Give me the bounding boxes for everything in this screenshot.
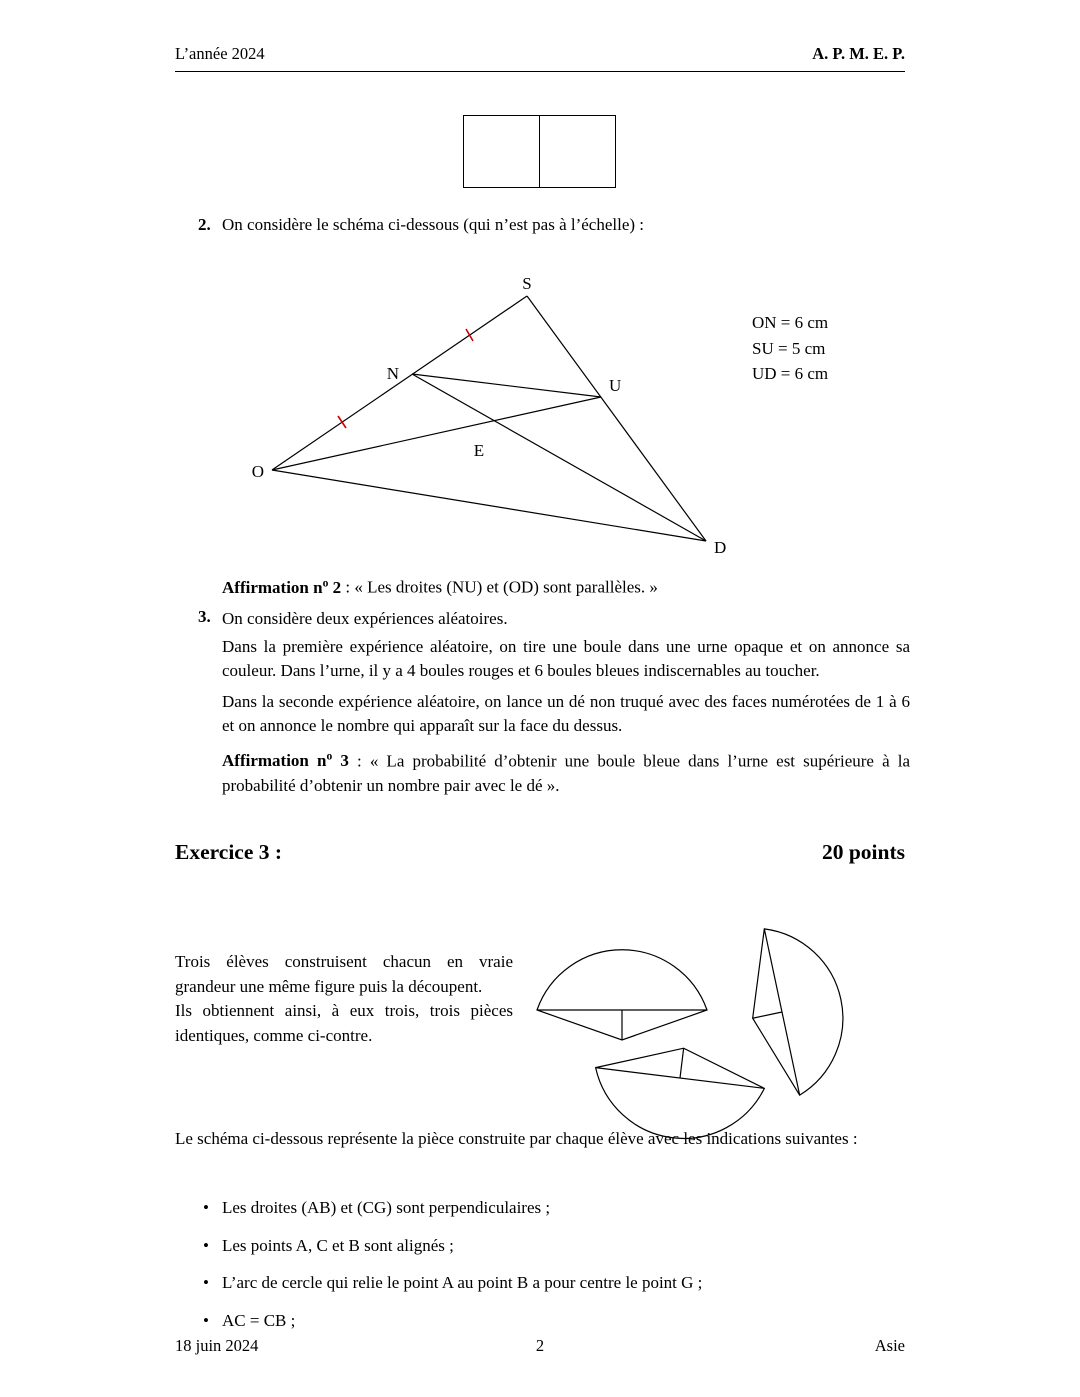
page-header xyxy=(175,44,905,72)
bullet-marker: • xyxy=(203,1235,209,1255)
bullet-marker: • xyxy=(203,1310,209,1330)
page-footer xyxy=(175,1336,905,1356)
figure-piece-1 xyxy=(537,950,707,1040)
measurements-list xyxy=(752,310,828,387)
affirmation-2-label: Affirmation $n^o$ 2 xyxy=(222,576,342,597)
item-2-text: On considère le schéma ci-dessous (qui n’est pas à l’échelle) : xyxy=(222,215,645,234)
exercise-3-points: 20 points xyxy=(821,840,905,864)
figure-piece-2 xyxy=(735,916,859,1101)
item-3-number: 3. xyxy=(198,607,211,626)
bullet-marker: • xyxy=(203,1198,209,1217)
exercise-3-title: Exercice 3 : xyxy=(175,840,283,864)
bullet-text: Les points A, C et B sont alignés ; xyxy=(222,1235,454,1255)
exercise-3-intro xyxy=(175,950,513,1048)
item-3-paragraph-1: Dans la première expérience aléatoire, on tire une boule dans une urne opaque et on annonce sa couleur. Dans l’urne, il y a 4 boules rouges et 6 boules bleues indiscernables au toucher. xyxy=(222,636,910,680)
tick-ON xyxy=(338,416,346,428)
header-year: L’année 2024 xyxy=(175,44,265,63)
segment-OU xyxy=(272,397,601,470)
schema-paragraph: Le schéma ci-dessous représente la pièce construite par chaque élève avec les indications suivantes : xyxy=(175,1129,858,1148)
measurement-SU: SU = 5 cm xyxy=(752,338,826,358)
segment-ND xyxy=(412,374,706,541)
pieces-figure xyxy=(520,915,870,1150)
answer-box xyxy=(463,115,616,188)
point-label-U: U xyxy=(609,376,622,395)
measurement-UD: UD = 6 cm xyxy=(752,364,829,383)
header-apmep: A. P. M. E. P. xyxy=(812,44,905,63)
bullet-item xyxy=(198,1271,910,1296)
figure-segments xyxy=(272,296,706,541)
exercise-3-heading xyxy=(175,840,905,865)
footer-date: 18 juin 2024 xyxy=(175,1336,259,1355)
footer-region: Asie xyxy=(874,1336,905,1355)
item-2-number: 2. xyxy=(198,215,211,234)
point-label-E: E xyxy=(473,441,485,460)
segment-OD xyxy=(272,470,706,541)
bullet-item xyxy=(198,1196,910,1221)
item-3-paragraph-2: Dans la seconde expérience aléatoire, on lance un dé non truqué avec des faces numérotées de 1 à 6 et on annonce le nombre qui apparaît sur la face du dessus. xyxy=(222,691,910,735)
answer-box-cell-left xyxy=(464,116,540,187)
intro-paragraph-2: Ils obtiennent ainsi, à eux trois, trois pièces identiques, comme ci-contre. xyxy=(175,1001,513,1045)
exercise-item-3 xyxy=(198,607,910,804)
bullet-text: Les droites (AB) et (CG) sont perpendiculaires ; xyxy=(222,1198,551,1217)
exercise-item-2 xyxy=(198,215,910,235)
bullet-item xyxy=(198,1234,910,1259)
affirmation-2 xyxy=(222,576,905,598)
bullet-item xyxy=(198,1309,910,1334)
segment-NU xyxy=(412,374,601,397)
tick-NS xyxy=(466,329,473,341)
affirmation-3-text: : « La probabilité d’obtenir une boule bleue dans l’urne est supérieure à la probabilité d’obtenir un nombre pair avec le dé ». xyxy=(222,751,911,795)
segment-SD xyxy=(527,296,706,541)
point-label-N: N xyxy=(386,364,399,383)
intro-paragraph-1: Trois élèves construisent chacun en vraie grandeur une même figure puis la découpent. xyxy=(175,952,513,996)
affirmation-3-label: Affirmation $n^o$ 3 xyxy=(222,749,349,771)
bullet-text: L’arc de cercle qui relie le point A au point B a pour centre le point G ; xyxy=(222,1273,703,1292)
footer-page-number: 2 xyxy=(535,1336,545,1355)
measurement-ON: ON = 6 cm xyxy=(752,313,829,332)
point-label-S: S xyxy=(522,274,532,293)
item-3-intro: On considère deux expériences aléatoires. xyxy=(222,609,508,628)
affirmation-2-text: : « Les droites (NU) et (OD) sont parallèles. » xyxy=(341,577,658,597)
bullet-text: AC = CB ; xyxy=(222,1310,296,1330)
affirmation-3 xyxy=(222,745,910,799)
bullet-marker: • xyxy=(203,1273,209,1292)
bullet-list xyxy=(198,1196,910,1346)
point-label-D: D xyxy=(714,538,727,557)
answer-box-cell-right xyxy=(540,116,615,187)
point-label-O: O xyxy=(251,462,264,481)
